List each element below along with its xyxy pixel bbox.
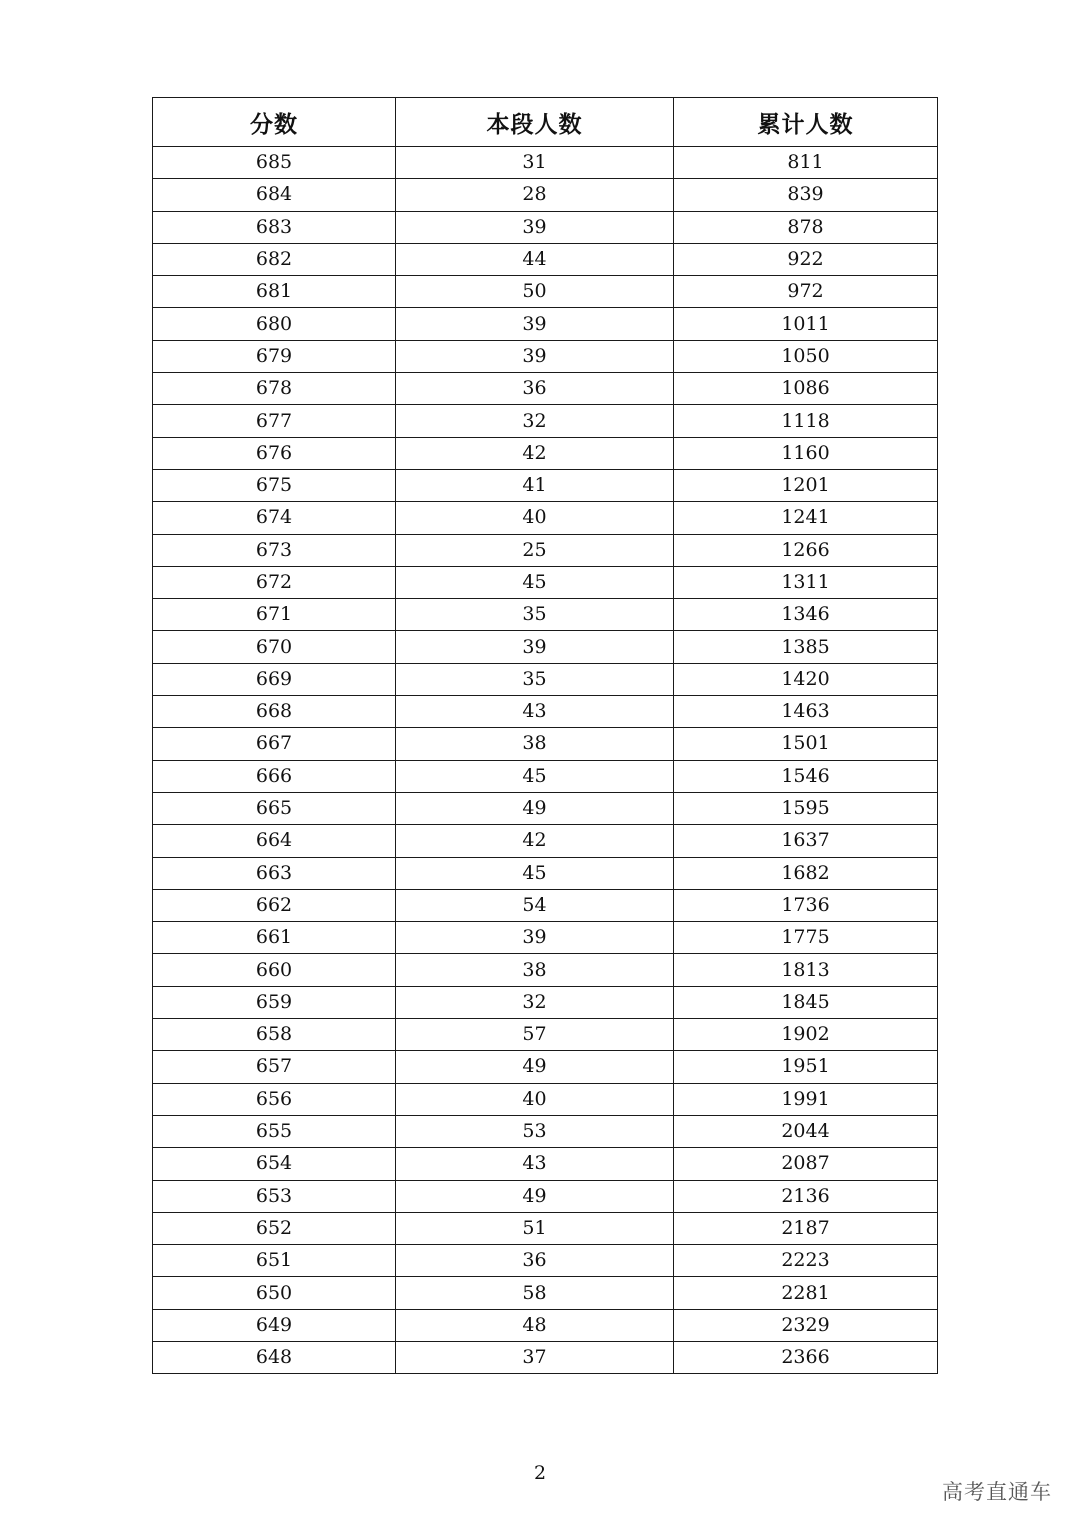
segment-count-cell: 50	[396, 276, 674, 308]
table-row	[153, 954, 938, 986]
score-cell: 655	[153, 1115, 396, 1147]
cumulative-count-cell: 972	[674, 276, 938, 308]
table-header	[153, 98, 938, 147]
table-row	[153, 760, 938, 792]
segment-count-cell: 40	[396, 502, 674, 534]
cumulative-count-cell: 1902	[674, 1019, 938, 1051]
segment-count-cell: 38	[396, 954, 674, 986]
score-cell: 672	[153, 566, 396, 598]
cumulative-count-cell: 1951	[674, 1051, 938, 1083]
score-cell: 662	[153, 889, 396, 921]
segment-count-cell: 49	[396, 1051, 674, 1083]
segment-count-cell: 48	[396, 1309, 674, 1341]
table-row	[153, 179, 938, 211]
segment-count-cell: 39	[396, 631, 674, 663]
score-cell: 671	[153, 599, 396, 631]
score-cell: 668	[153, 696, 396, 728]
segment-count-cell: 32	[396, 405, 674, 437]
segment-count-cell: 40	[396, 1083, 674, 1115]
score-cell: 665	[153, 792, 396, 824]
cumulative-count-cell: 839	[674, 179, 938, 211]
score-cell: 652	[153, 1212, 396, 1244]
score-cell: 653	[153, 1180, 396, 1212]
score-cell: 658	[153, 1019, 396, 1051]
cumulative-count-cell: 1775	[674, 922, 938, 954]
segment-count-cell: 54	[396, 889, 674, 921]
cumulative-count-cell: 1385	[674, 631, 938, 663]
table-row	[153, 857, 938, 889]
table-row	[153, 825, 938, 857]
segment-count-cell: 43	[396, 1148, 674, 1180]
cumulative-count-cell: 1118	[674, 405, 938, 437]
table-row	[153, 889, 938, 921]
table-row	[153, 437, 938, 469]
segment-count-cell: 58	[396, 1277, 674, 1309]
segment-count-cell: 38	[396, 728, 674, 760]
score-cell: 650	[153, 1277, 396, 1309]
table-row	[153, 631, 938, 663]
score-cell: 676	[153, 437, 396, 469]
score-cell: 664	[153, 825, 396, 857]
page-number: 2	[533, 1462, 547, 1484]
table-row	[153, 1019, 938, 1051]
watermark-text: 高考直通车	[942, 1480, 1052, 1504]
cumulative-count-cell: 1546	[674, 760, 938, 792]
cumulative-count-cell: 2087	[674, 1148, 938, 1180]
table-row	[153, 1212, 938, 1244]
table-row	[153, 534, 938, 566]
table-row	[153, 147, 938, 179]
score-cell: 660	[153, 954, 396, 986]
score-cell: 679	[153, 340, 396, 372]
score-cell: 661	[153, 922, 396, 954]
table-row	[153, 502, 938, 534]
table-row	[153, 1245, 938, 1277]
score-cell: 667	[153, 728, 396, 760]
score-cell: 685	[153, 147, 396, 179]
table-row	[153, 1341, 938, 1373]
cumulative-count-cell: 2187	[674, 1212, 938, 1244]
cumulative-count-cell: 1311	[674, 566, 938, 598]
table-row	[153, 340, 938, 372]
header-segment-count: 本段人数	[396, 98, 674, 147]
segment-count-cell: 36	[396, 1245, 674, 1277]
cumulative-count-cell: 1682	[674, 857, 938, 889]
score-cell: 683	[153, 211, 396, 243]
cumulative-count-cell: 1420	[674, 663, 938, 695]
table-row	[153, 1051, 938, 1083]
table-row	[153, 728, 938, 760]
score-cell: 673	[153, 534, 396, 566]
table-row	[153, 599, 938, 631]
table-row	[153, 1115, 938, 1147]
segment-count-cell: 41	[396, 469, 674, 501]
cumulative-count-cell: 1991	[674, 1083, 938, 1115]
segment-count-cell: 35	[396, 599, 674, 631]
score-cell: 682	[153, 243, 396, 275]
table-row	[153, 696, 938, 728]
table-row	[153, 986, 938, 1018]
cumulative-count-cell: 1011	[674, 308, 938, 340]
table-row	[153, 792, 938, 824]
cumulative-count-cell: 1086	[674, 373, 938, 405]
cumulative-count-cell: 1201	[674, 469, 938, 501]
score-cell: 651	[153, 1245, 396, 1277]
cumulative-count-cell: 1241	[674, 502, 938, 534]
score-cell: 681	[153, 276, 396, 308]
score-cell: 678	[153, 373, 396, 405]
header-score: 分数	[153, 98, 396, 147]
score-distribution-table	[152, 97, 938, 1374]
cumulative-count-cell: 1845	[674, 986, 938, 1018]
segment-count-cell: 49	[396, 1180, 674, 1212]
score-cell: 649	[153, 1309, 396, 1341]
segment-count-cell: 36	[396, 373, 674, 405]
cumulative-count-cell: 1346	[674, 599, 938, 631]
score-cell: 670	[153, 631, 396, 663]
table-row	[153, 405, 938, 437]
score-cell: 654	[153, 1148, 396, 1180]
table-row	[153, 1148, 938, 1180]
segment-count-cell: 28	[396, 179, 674, 211]
table-row	[153, 211, 938, 243]
segment-count-cell: 57	[396, 1019, 674, 1051]
table-row	[153, 469, 938, 501]
cumulative-count-cell: 2136	[674, 1180, 938, 1212]
segment-count-cell: 45	[396, 566, 674, 598]
segment-count-cell: 35	[396, 663, 674, 695]
segment-count-cell: 45	[396, 760, 674, 792]
segment-count-cell: 39	[396, 211, 674, 243]
score-cell: 666	[153, 760, 396, 792]
table-row	[153, 276, 938, 308]
cumulative-count-cell: 2044	[674, 1115, 938, 1147]
cumulative-count-cell: 1463	[674, 696, 938, 728]
cumulative-count-cell: 2329	[674, 1309, 938, 1341]
segment-count-cell: 32	[396, 986, 674, 1018]
table-row	[153, 243, 938, 275]
score-cell: 663	[153, 857, 396, 889]
score-cell: 674	[153, 502, 396, 534]
segment-count-cell: 43	[396, 696, 674, 728]
cumulative-count-cell: 2281	[674, 1277, 938, 1309]
segment-count-cell: 39	[396, 340, 674, 372]
cumulative-count-cell: 922	[674, 243, 938, 275]
score-cell: 680	[153, 308, 396, 340]
segment-count-cell: 45	[396, 857, 674, 889]
segment-count-cell: 51	[396, 1212, 674, 1244]
score-cell: 684	[153, 179, 396, 211]
table-row	[153, 373, 938, 405]
header-cumulative-count: 累计人数	[674, 98, 938, 147]
cumulative-count-cell: 1813	[674, 954, 938, 986]
score-cell: 657	[153, 1051, 396, 1083]
table-row	[153, 922, 938, 954]
cumulative-count-cell: 2223	[674, 1245, 938, 1277]
cumulative-count-cell: 1595	[674, 792, 938, 824]
table-row	[153, 663, 938, 695]
table-row	[153, 566, 938, 598]
score-cell: 675	[153, 469, 396, 501]
segment-count-cell: 53	[396, 1115, 674, 1147]
table-body	[153, 147, 938, 1374]
segment-count-cell: 39	[396, 922, 674, 954]
cumulative-count-cell: 811	[674, 147, 938, 179]
score-cell: 659	[153, 986, 396, 1018]
segment-count-cell: 31	[396, 147, 674, 179]
header-row	[153, 98, 938, 147]
segment-count-cell: 37	[396, 1341, 674, 1373]
table-row	[153, 1083, 938, 1115]
segment-count-cell: 49	[396, 792, 674, 824]
segment-count-cell: 42	[396, 437, 674, 469]
score-cell: 677	[153, 405, 396, 437]
cumulative-count-cell: 1050	[674, 340, 938, 372]
table-row	[153, 308, 938, 340]
cumulative-count-cell: 1736	[674, 889, 938, 921]
cumulative-count-cell: 1637	[674, 825, 938, 857]
table-row	[153, 1309, 938, 1341]
segment-count-cell: 44	[396, 243, 674, 275]
table-row	[153, 1180, 938, 1212]
cumulative-count-cell: 2366	[674, 1341, 938, 1373]
cumulative-count-cell: 1266	[674, 534, 938, 566]
table-row	[153, 1277, 938, 1309]
segment-count-cell: 39	[396, 308, 674, 340]
score-cell: 669	[153, 663, 396, 695]
score-cell: 656	[153, 1083, 396, 1115]
segment-count-cell: 25	[396, 534, 674, 566]
cumulative-count-cell: 1501	[674, 728, 938, 760]
score-cell: 648	[153, 1341, 396, 1373]
cumulative-count-cell: 878	[674, 211, 938, 243]
cumulative-count-cell: 1160	[674, 437, 938, 469]
segment-count-cell: 42	[396, 825, 674, 857]
